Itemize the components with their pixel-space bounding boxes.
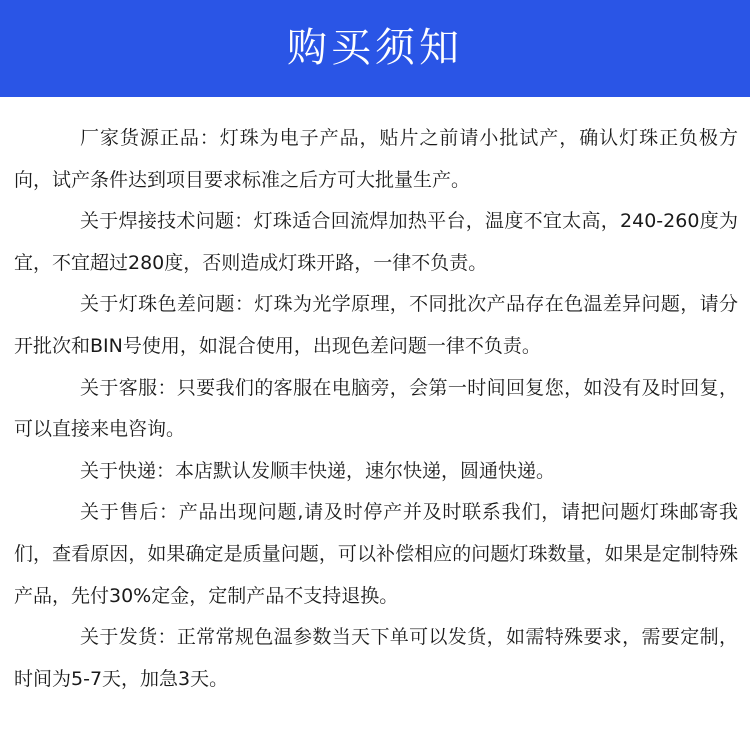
notice-content: [14, 118, 738, 700]
notice-paragraph-welding: 关于焊接技术问题：灯珠适合回流焊加热平台，温度不宜太高，240-260度为宜，不宜超过280度，否则造成灯珠开路，一律不负责。: [14, 210, 738, 274]
notice-paragraph-shipping: 关于发货：正常常规色温参数当天下单可以发货，如需特殊要求，需要定制，时间为5-7天，加急3天。: [14, 626, 738, 690]
notice-paragraph-service: 关于客服：只要我们的客服在电脑旁，会第一时间回复您，如没有及时回复，可以直接来电咨询。: [14, 376, 738, 441]
notice-paragraph-after-sales: 关于售后：产品出现问题,请及时停产并及时联系我们，请把问题灯珠邮寄我们，查看原因，如果确定是质量问题，可以补偿相应的问题灯珠数量，如果是定制特殊产品，先付30%定金，定制产品不支持退换。: [14, 501, 738, 607]
notice-paragraph-express: 关于快递：本店默认发顺丰快递，速尔快递，圆通快递。: [80, 459, 556, 482]
header-banner: [0, 0, 750, 97]
notice-paragraph-genuine: 厂家货源正品：灯珠为电子产品，贴片之前请小批试产，确认灯珠正负极方向，试产条件达到项目要求标准之后方可大批量生产。: [14, 127, 738, 191]
notice-paragraph-color: 关于灯珠色差问题：灯珠为光学原理，不同批次产品存在色温差异问题，请分开批次和BIN号使用，如混合使用，出现色差问题一律不负责。: [14, 293, 738, 357]
page-title: 购买须知: [287, 25, 463, 71]
